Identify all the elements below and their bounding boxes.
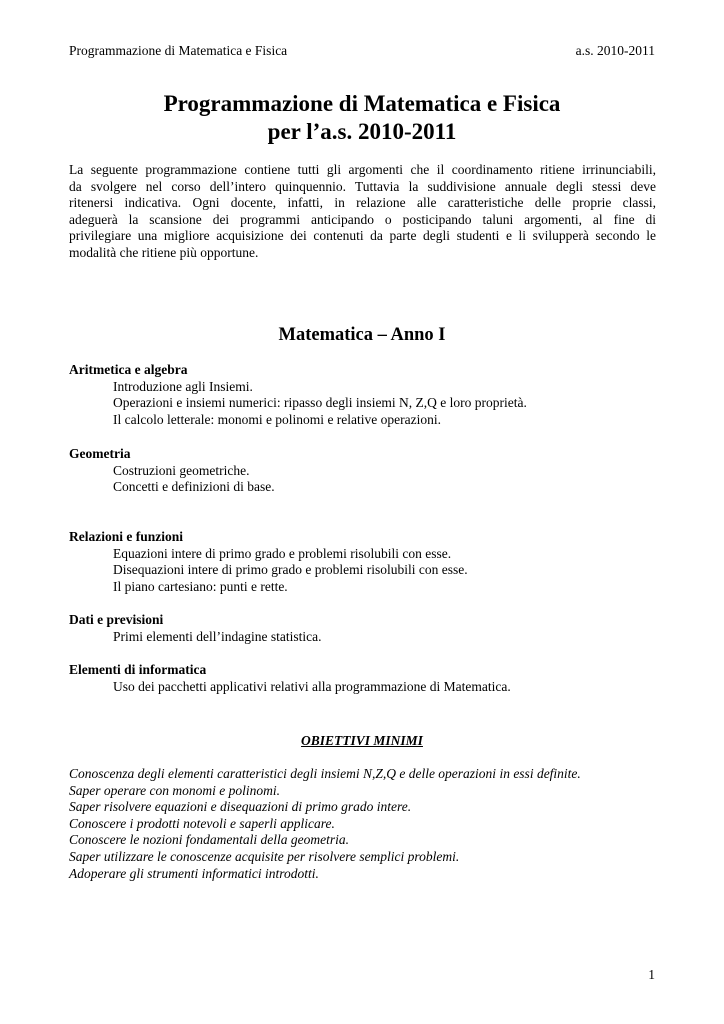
topic-title: Aritmetica e algebra <box>69 362 188 377</box>
intro-line: modalità che ritiene più opportune. <box>69 244 259 260</box>
intro-line: La seguente programmazione contiene tutti gli argomenti che il coordinamento ritiene irrinunciabili, <box>69 162 656 177</box>
title-line-2: per l’a.s. 2010-2011 <box>267 119 457 144</box>
objective-item: Saper operare con monomi e polinomi. <box>69 782 280 798</box>
topic-item: Disequazioni intere di primo grado e problemi risolubili con esse. <box>113 562 468 578</box>
intro-line: privilegiare una migliore acquisizione dei contenuti da parte degli studenti e li svilupperà secondo le <box>69 228 656 244</box>
objectives-list <box>69 766 659 882</box>
document-title <box>69 90 655 146</box>
topic-item: Costruzioni geometriche. <box>113 462 250 478</box>
objective-item: Conoscenza degli elementi caratteristici degli insiemi N,Z,Q e delle operazioni in essi definite. <box>69 766 581 781</box>
topic-title: Elementi di informatica <box>69 662 207 677</box>
intro-paragraph <box>69 162 656 262</box>
page-number: 1 <box>648 967 655 982</box>
title-line-1: Programmazione di Matematica e Fisica <box>163 91 561 116</box>
topic-item: Equazioni intere di primo grado e problemi risolubili con esse. <box>113 545 452 561</box>
header-right-text: a.s. 2010-2011 <box>575 43 655 58</box>
objective-item: Conoscere i prodotti notevoli e saperli applicare. <box>69 815 335 831</box>
topic-title: Relazioni e funzioni <box>69 529 183 544</box>
objective-item: Saper utilizzare le conoscenze acquisite per risolvere semplici problemi. <box>69 848 460 864</box>
topic-geometria <box>69 446 659 496</box>
intro-line: adeguerà la scansione dei programmi anticipando o posticipando taluni argomenti, al fine di <box>69 211 656 227</box>
intro-line: da svolgere nel corso dell’intero quinquennio. Tuttavia la suddivisione annuale degli stessi deve <box>69 178 656 194</box>
objective-item: Conoscere le nozioni fondamentali della geometria. <box>69 832 349 848</box>
topic-item: Il piano cartesiano: punti e rette. <box>113 578 288 594</box>
topic-elementi-informatica <box>69 662 659 695</box>
topic-item: Introduzione agli Insiemi. <box>113 378 253 394</box>
topic-title: Dati e previsioni <box>69 612 164 627</box>
topic-dati-previsioni <box>69 612 659 645</box>
objectives-heading: OBIETTIVI MINIMI <box>301 733 423 748</box>
running-header <box>69 43 655 59</box>
topic-item: Concetti e definizioni di base. <box>113 479 275 495</box>
intro-line: ritenersi indicativa. Ogni docente, infatti, in relazione alle caratteristiche delle proprie classi, <box>69 195 656 211</box>
topic-item: Primi elementi dell’indagine statistica. <box>113 628 322 644</box>
topic-aritmetica-algebra <box>69 362 659 428</box>
topic-item: Uso dei pacchetti applicativi relativi alla programmazione di Matematica. <box>113 678 511 694</box>
section-heading: Matematica – Anno I <box>278 325 446 345</box>
header-left-text: Programmazione di Matematica e Fisica <box>69 43 288 58</box>
topic-item: Il calcolo letterale: monomi e polinomi e relative operazioni. <box>113 411 442 427</box>
topic-relazioni-funzioni <box>69 529 659 595</box>
objective-item: Saper risolvere equazioni e disequazioni di primo grado intere. <box>69 799 412 815</box>
topic-title: Geometria <box>69 446 131 461</box>
topic-item: Operazioni e insiemi numerici: ripasso degli insiemi N, Z,Q e loro proprietà. <box>113 395 527 411</box>
objective-item: Adoperare gli strumenti informatici introdotti. <box>69 865 319 881</box>
